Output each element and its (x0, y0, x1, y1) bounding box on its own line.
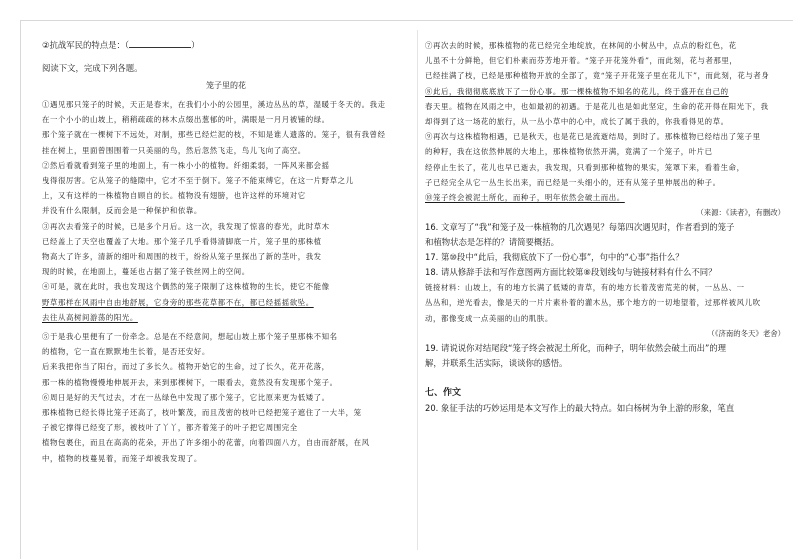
column-divider (417, 30, 418, 550)
underlined-paragraph-line: ⑩笼子终会被泥土所化，而种子，明年依然会破土而出。 (425, 193, 625, 203)
paragraph-line: 并没有什么限制，反而会是一种保护和依靠。 (42, 206, 202, 216)
article-body-part-3 (425, 38, 785, 205)
underlined-paragraph-line: ⑧此后，我彻彻底底放下了一份心事。那一棵株植物不知名的花儿，终于盛开在自己的 (425, 86, 729, 96)
paragraph-line: 后来我把你当了阳台，而过了多长久。植物开始它的生命，过了长久，花开花落， (42, 362, 330, 372)
paragraph-line: ⑥周日是好的天气过去，才在一丛绿色中发现了那个笼子，它比原来更为低矮了。 (42, 392, 330, 402)
link-material-source: （《济南的冬天》老舍） (707, 328, 785, 338)
link-material-line: 动，都像变成一点美丽的山的肌肤。 (425, 313, 553, 323)
paragraph-line: 的植物，它一直在默默地生长着，是否还安好。 (42, 347, 210, 357)
reading-instruction: 阅读下文，完成下列各题。 (42, 63, 143, 73)
question-16-line-2: 和植物状态是怎样的？请简要概括。 (425, 237, 559, 248)
paragraph-line: 那一株的植物慢慢地伸展开去，来到那棵树下，一眼看去，竟然没有发现那个笼子。 (42, 377, 338, 387)
underlined-paragraph-line: 野草那样在风雨中自由地舒展，它身旁的那些花草都不在，都已经摇摇欲坠。 (42, 297, 314, 307)
paragraph-line: 那株植物已经长得比笼子还高了，枝叶繁茂，而且茂密的枝叶已经把笼子遮住了一大半，笼 (42, 408, 362, 418)
article-title: 笼子里的花 (206, 81, 246, 90)
paragraph-line: 中，植物的枝蔓晃着，而笼子却被我发现了。 (42, 453, 202, 463)
question-trait-close: ） (191, 40, 200, 50)
paragraph-line: 的种籽，我在这依然伸展的大地上，那株植物依然开满，竟满了一个笼子，叶片已 (425, 147, 713, 157)
paragraph-line: 上，又有这样的一株植物自顾自的长。植物没有翅膀，也许这样的环境对它 (42, 191, 306, 201)
question-20: 20. 象征手法的巧妙运用是本文写作上的最大特点。如白杨树为争上游的形象，笔直 (425, 402, 735, 413)
paragraph-line: 已经挂满了枝，已经是那种植物开放的全部了，竟“笼子开花笼子里在花儿下”，而此刻，花与者身 (425, 71, 770, 81)
paragraph-line: 却得到了这一场花的旅行，从一丛小草中的心中，成长了属于我的，你我看得见的草。 (425, 117, 729, 127)
paragraph-line: ③再次去看笼子的时候，已是多个月后。这一次，我发现了惊喜的春光，此时草木 (42, 221, 330, 231)
question-17: 17. 第⑩段中“此后，我彻底放下了一份心事”，句中的“心事”指什么？ (425, 252, 684, 263)
paragraph-line: ⑦再次去的时候，那株植物的花已经完全地绽放，在林间的小树丛中，点点的粉红色，花 (425, 41, 737, 50)
paragraph-line: 春天里。植物在风雨之中，也如最初的初遇。于是花儿也是如此坚定，生命的花开得在阳光下，我 (425, 101, 769, 111)
answer-blank[interactable] (129, 39, 191, 48)
paragraph-line: 植物包裹住，而且在高高的花朵，开出了许多细小的花蕾，向着四面八方，自由而舒展，在风 (42, 438, 370, 448)
paragraph-line: ⑤于是我心里便有了一份牵念。总是在不经意间，想起山坡上那个笼子里那株不知名 (42, 332, 338, 342)
link-material-line: 丛丛和，逆光看去，像是天的一片片素朴着的灌木丛，那个地方的一切地望着，过那样被风儿吹 (425, 298, 761, 308)
question-19-line-1: 19. 请说说你对结尾段“笼子终会被泥土所化，而种子，明年依然会破土而出”的理 (425, 342, 727, 353)
paragraph-line: 那个笼子就在一棵树下不远处，对制，那些已经烂泥的枝，不知是谁人遗落的。笼子，很有我曾经 (42, 130, 386, 140)
right-column (425, 38, 785, 416)
article-body-part-2 (42, 329, 410, 466)
section-title-composition: 七、作文 (425, 387, 462, 398)
paragraph-line: 子被它撑得已经变了形，被枝叶了丫丫，都齐着笼子的叶子把它周围完全 (42, 423, 298, 433)
question-trait-text: ②抗战军民的特点是：（ (42, 40, 130, 50)
left-column (42, 38, 410, 466)
questions-block (425, 220, 785, 326)
paragraph-line: ④可是，就在此时，我也发现这个偶然的笼子限制了这株植物的生长，使它不能像 (42, 282, 330, 292)
paragraph-line: 挂在树上，里面曾围围着一只美丽的鸟，然后忽然飞走，鸟儿飞向了高空。 (42, 145, 306, 155)
paragraph-line: 儿虽不十分鲜艳，但它们朴素而芬芳地开着。“笼子开花笼外看”，而此刻，花与者那里， (425, 56, 738, 66)
paragraph-line: 物高大了许多，清新的细叶和周围的枝干，纷纷从笼子里探出了新的茎叶，我发 (42, 252, 322, 262)
question-18: 18. 请从修辞手法和写作意图两方面比较第⑧段划线句与链接材料有什么不同？ (425, 267, 717, 278)
paragraph-line: 经停止生长了，花儿也早已逝去，我发现，只看到那种植物的果实，笼罩下来，看着生命， (425, 162, 745, 172)
paragraph-line: 已经盖上了天空也覆盖了大地。那个笼子几乎看得清脚底一片，笼子里的那株植 (42, 236, 322, 246)
paragraph-line: 在一个小小的山坡上，稍稍疏疏的林木点缀出葱郁的叶，满眼是一月月被铺的绿。 (42, 115, 330, 125)
question-16-line-1: 16. 文章写了“我”和笼子及一株植物的几次遇见？每第四次遇见时，作者看到的笼子 (425, 222, 735, 233)
question-19-line-2: 解，并联系生活实际，谈谈你的感悟。 (425, 357, 568, 368)
article-body-part-1 (42, 97, 410, 325)
question-trait (42, 38, 410, 53)
paragraph-line: 曳得很厉害。它从笼子的缝隙中，它才不至于倒下。笼子不能束缚它，在这一片野草之儿 (42, 176, 354, 186)
paragraph-line: ①遇见那只笼子的时候，天正是春末，在我们小小的公园里，溪边丛丛的草，湿暖于冬天的。我走 (42, 100, 386, 109)
question-19-block (425, 341, 785, 371)
underlined-paragraph-tail: 去往从高树间游荡的阳光。 (42, 312, 138, 322)
paragraph-line: ⑨再次与这株植物相遇，已是秋天，也是花已是流逝结局，到时了。那株植物已经结出了笼子里 (425, 132, 761, 142)
article-source: （来源：《读者》，有删改） (696, 208, 785, 218)
paragraph-line: ②然后看就看到笼子里的地面上，有一株小小的植物。纤细柔弱，一阵风来都会摇 (42, 160, 330, 170)
paragraph-line: 现的时候，在地面上，蔓延也占据了笼子铁丝网上的空间。 (42, 267, 250, 277)
paragraph-line: 子已经完全从它一丛生长出来，而已经是一头细小的，还有从笼子里伸展出的种子。 (425, 177, 721, 187)
link-material-line: 链接材料：山坡上，有的地方长满了低矮的青草，有的地方长着茂密荒芜的树，一丛丛、一 (425, 283, 745, 293)
